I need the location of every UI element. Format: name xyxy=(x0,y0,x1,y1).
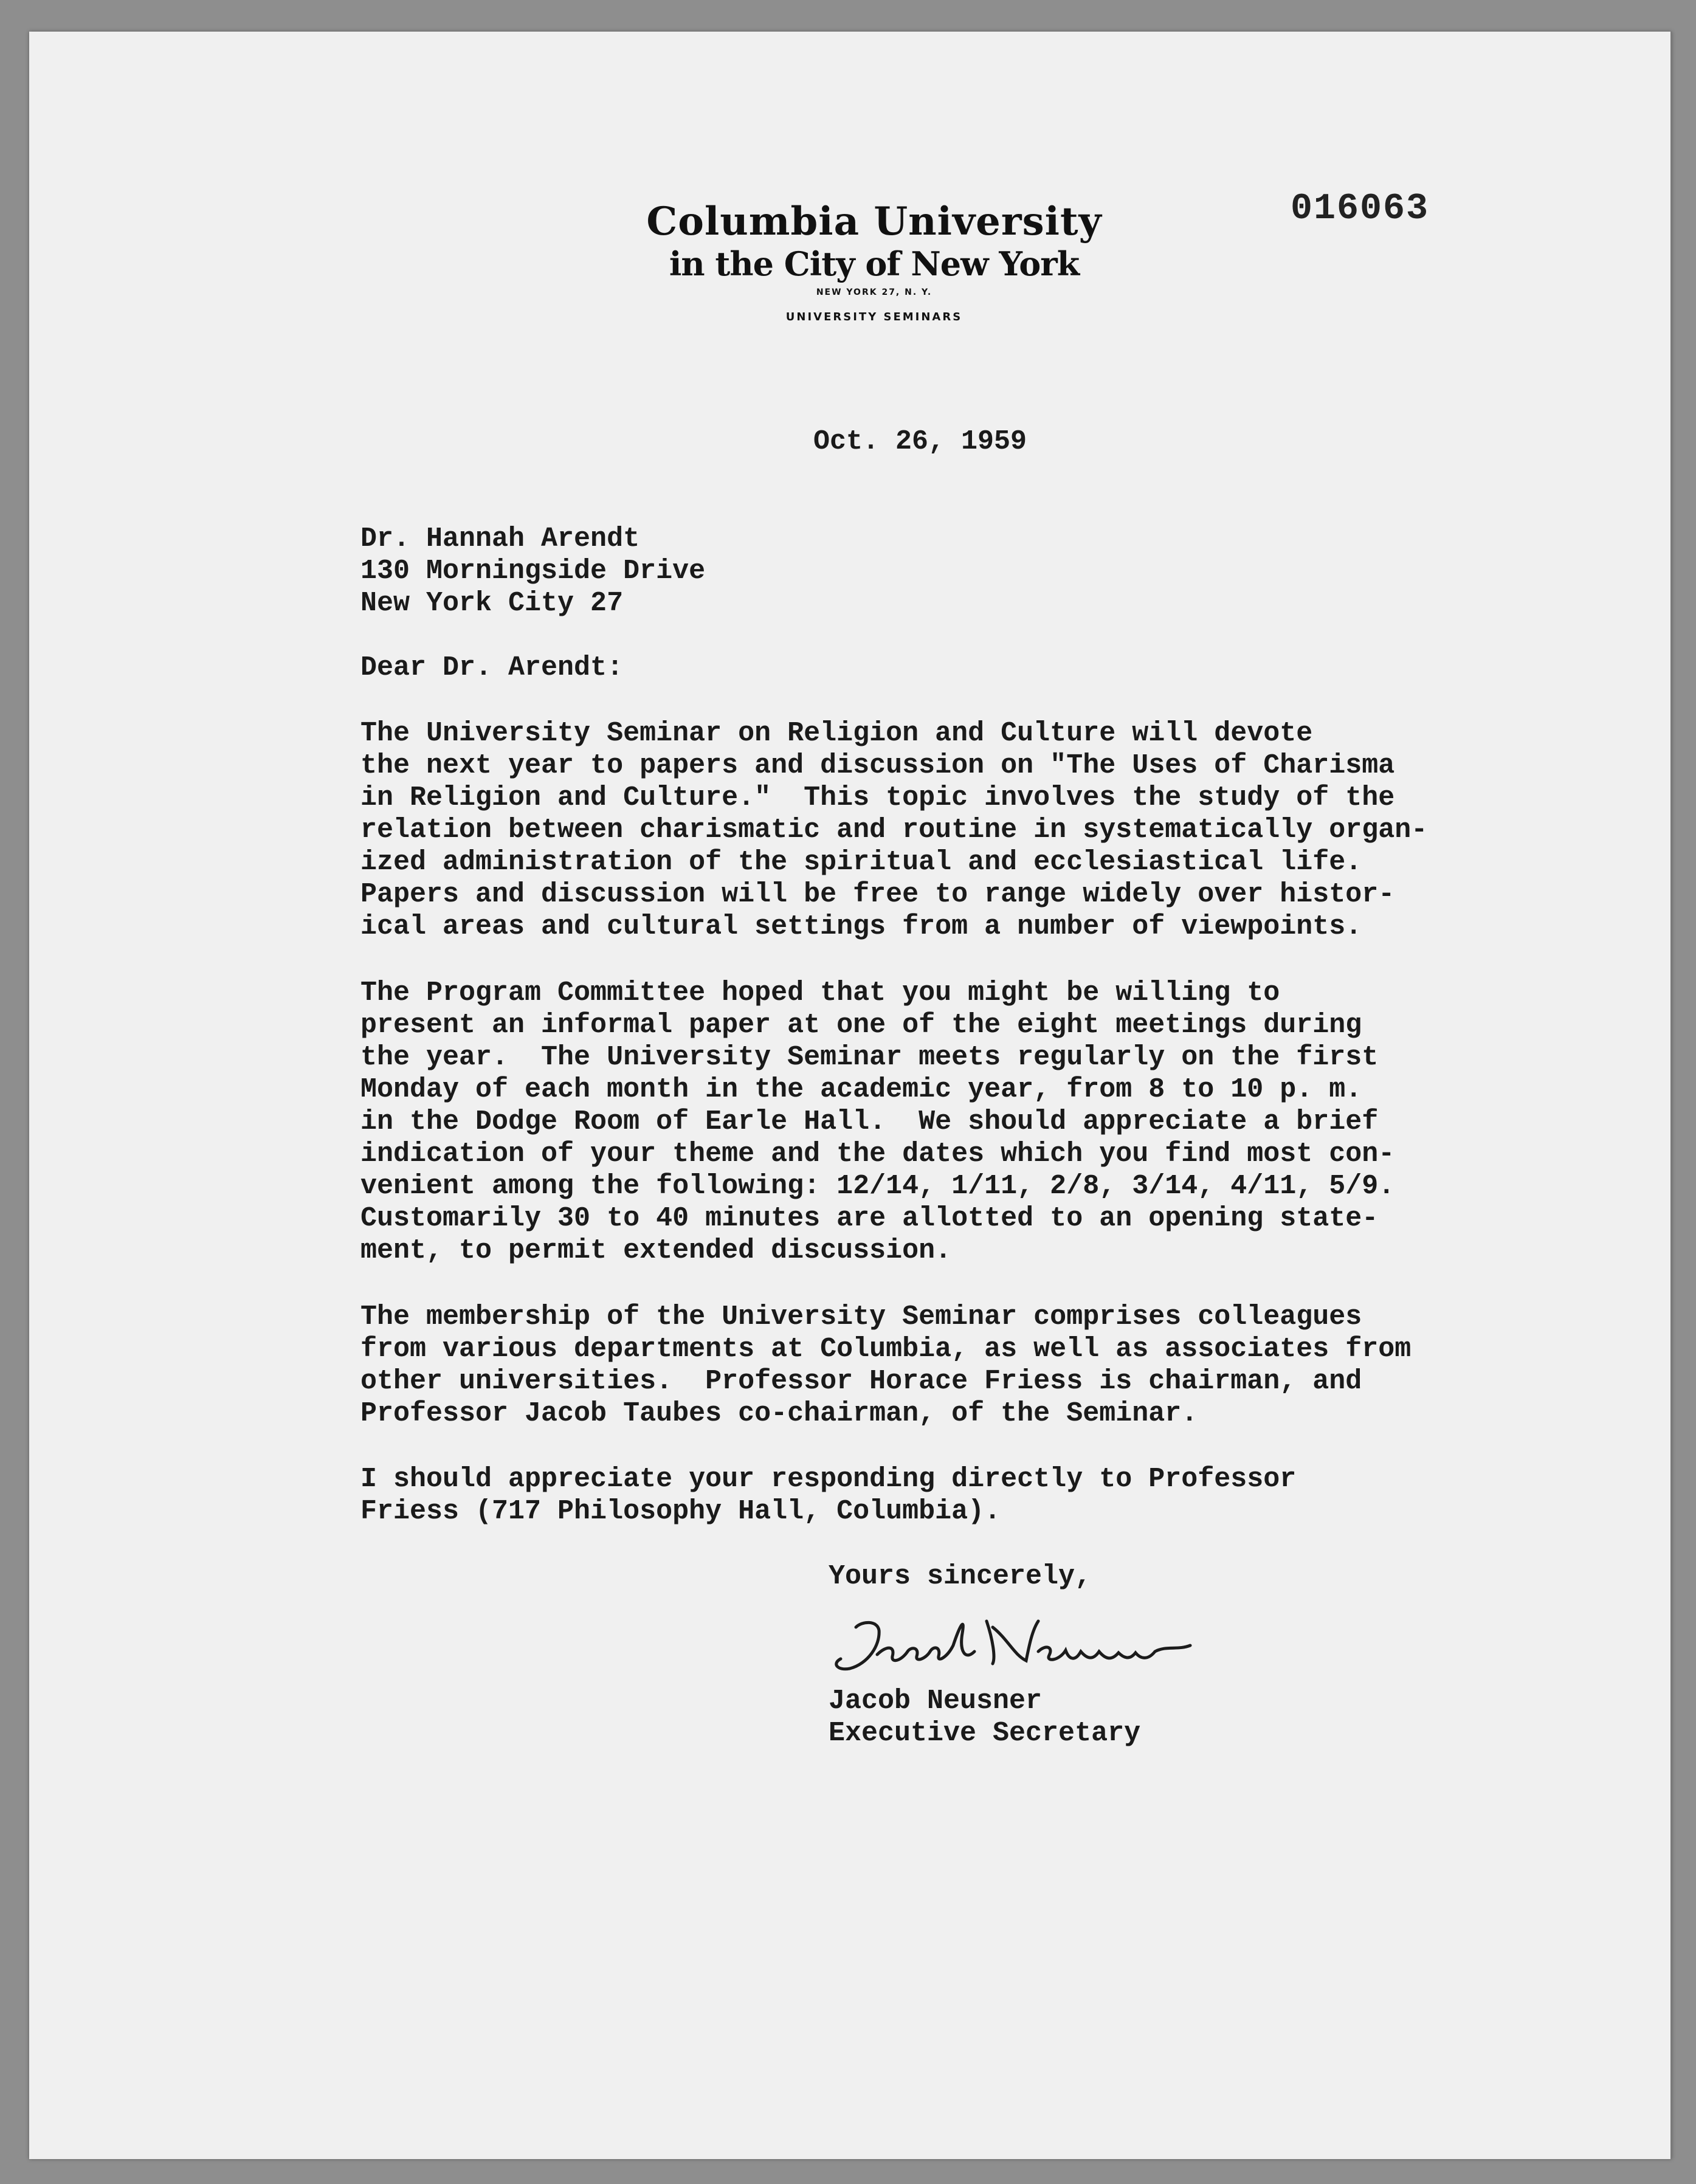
letterhead xyxy=(613,199,1136,323)
letterhead-city: in the City of New York xyxy=(669,244,1080,283)
document-number: 016063 xyxy=(1291,188,1430,230)
letterhead-university: Columbia University xyxy=(646,199,1102,244)
recipient-address xyxy=(360,523,705,619)
recipient-street: 130 Morningside Drive xyxy=(360,556,706,587)
recipient-city: New York City 27 xyxy=(360,588,624,619)
letter-page xyxy=(29,32,1672,2159)
recipient-name: Dr. Hannah Arendt xyxy=(360,523,640,554)
body-paragraph: The University Seminar on Religion and Culture will devote the next year to papers and discussion on "The Uses of Charisma in Religion and Culture." This topic involves the study of the relation between charismatic and routine in systematically organ- ized administration of the spiritual and ecclesiastical life. Papers and discussion will be free to range widely over histor- ical areas and cultural settings from a number of viewpoints. xyxy=(360,718,1428,942)
letterhead-department: UNIVERSITY SEMINARS xyxy=(785,311,963,323)
handwritten-signature xyxy=(819,1603,1215,1694)
letter-date: Oct. 26, 1959 xyxy=(813,426,1027,457)
signer-name: Jacob Neusner xyxy=(829,1686,1043,1717)
salutation: Dear Dr. Arendt: xyxy=(360,652,624,683)
signer-title: Executive Secretary xyxy=(829,1718,1141,1749)
body-paragraph: The Program Committee hoped that you might be willing to present an informal paper at one of the eight meetings during the year. The University Seminar meets regularly on the first Monday of each month in the academic year, from 8 to 10 p. m. in the Dodge Room of Earle Hall. We should appreciate a brief indication of your theme and the dates which you find most con- venient among the following: 12/14, 1/11, 2/8, 3/14, 4/11, 5/9. Customarily 30 to 40 minutes are allotted to an opening state- ment, to permit extended discussion. xyxy=(360,977,1395,1266)
letterhead-address: NEW YORK 27, N. Y. xyxy=(816,288,932,297)
body-paragraph: The membership of the University Seminar comprises colleagues from various departments at Columbia, as well as associates from other universities. Professor Horace Friess is chairman, and Professor Jacob Taubes co-chairman, of the Seminar. xyxy=(360,1301,1412,1429)
signer-block xyxy=(829,1685,1140,1749)
complimentary-close: Yours sincerely, xyxy=(829,1561,1092,1592)
body-paragraph: I should appreciate your responding directly to Professor Friess (717 Philosophy Hall, Columbia). xyxy=(360,1464,1297,1527)
